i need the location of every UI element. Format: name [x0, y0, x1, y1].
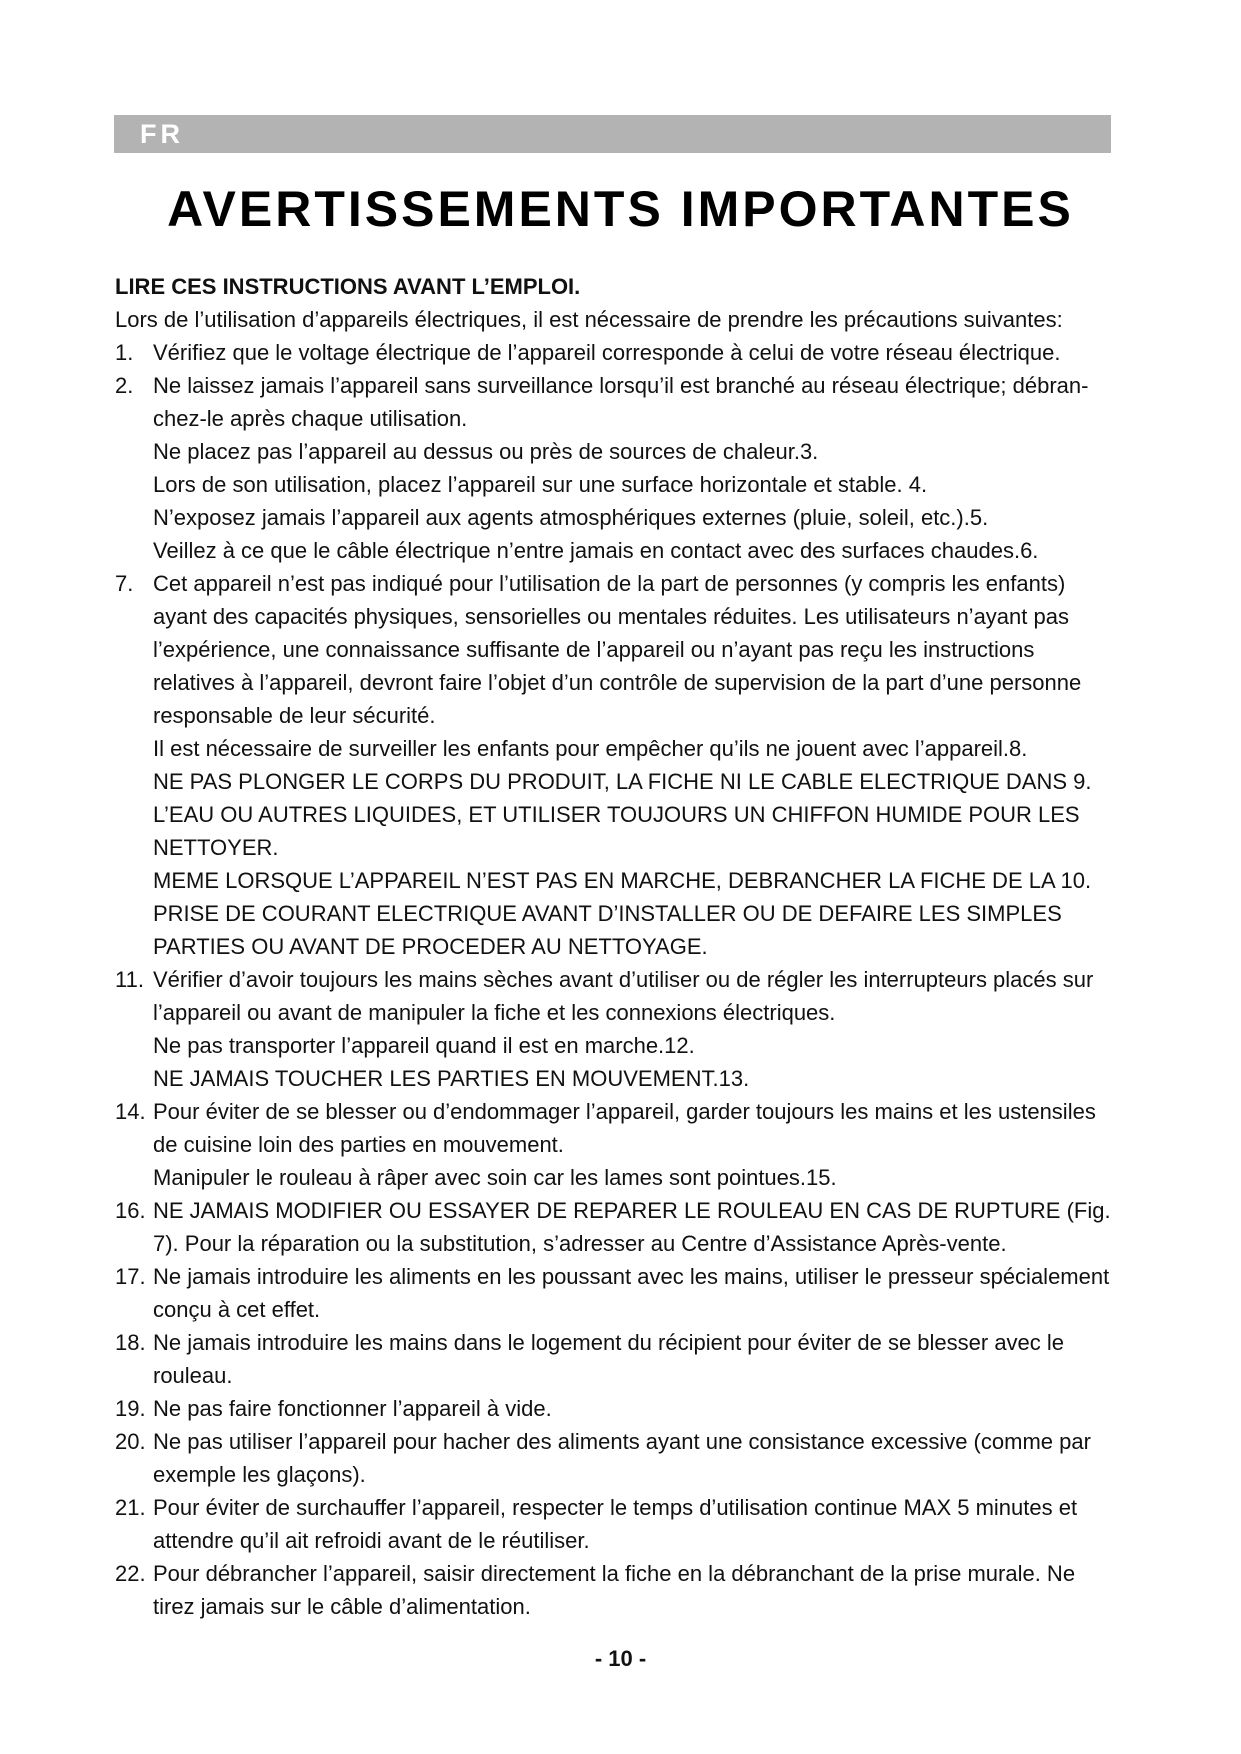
item-number: 18. [115, 1330, 146, 1355]
warnings-list [115, 336, 1115, 1623]
list-item [115, 1491, 1115, 1557]
item-text: Ne laissez jamais l’appareil sans surveillance lorsqu’il est branché au réseau électrique; débranchez-le après chaque utilisation. [153, 373, 1089, 431]
item-text: Ne pas transporter l’appareil quand il est en marche.12. [153, 1033, 695, 1058]
item-text: Ne placez pas l’appareil au dessus ou près de sources de chaleur.3. [153, 439, 819, 464]
item-text: NE JAMAIS MODIFIER OU ESSAYER DE REPARER LE ROULEAU EN CAS DE RUPTURE (Fig. 7). Pour la réparation ou la substitution, s’adresser au Centre d’Assistance Après-vente. [153, 1198, 1111, 1256]
list-item [115, 864, 1115, 963]
item-number: 14. [115, 1099, 146, 1124]
item-text: Pour éviter de surchauffer l’appareil, respecter le temps d’utilisation continue MAX 5 minutes et attendre qu’il ait refroidi avant de le réutiliser. [153, 1495, 1078, 1553]
list-item [115, 765, 1115, 864]
language-bar [114, 115, 1111, 153]
list-item [115, 1557, 1115, 1623]
item-text: Pour éviter de se blesser ou d’endommager l’appareil, garder toujours les mains et les ustensiles de cuisine loin des parties en mouvement. [153, 1099, 1096, 1157]
item-number: 2. [115, 373, 134, 398]
item-text: NE JAMAIS TOUCHER LES PARTIES EN MOUVEMENT.13. [153, 1066, 750, 1091]
item-text: Manipuler le rouleau à râper avec soin car les lames sont pointues.15. [153, 1165, 837, 1190]
subtitle: LIRE CES INSTRUCTIONS AVANT L’EMPLOI. [115, 274, 581, 299]
list-item [115, 1161, 1115, 1194]
item-text: Ne pas faire fonctionner l’appareil à vide. [153, 1396, 552, 1421]
list-item [115, 1425, 1115, 1491]
item-text: Vérifiez que le voltage électrique de l’appareil corresponde à celui de votre réseau électrique. [153, 340, 1061, 365]
item-text: NE PAS PLONGER LE CORPS DU PRODUIT, LA FICHE NI LE CABLE ELECTRIQUE DANS 9. L’EAU OU AUTRES LIQUIDES, ET UTILISER TOUJOURS UN CHIFFON HUMIDE POUR LES NETTOYER. [153, 769, 1092, 860]
item-number: 17. [115, 1264, 146, 1289]
list-item [115, 534, 1115, 567]
item-number: 19. [115, 1396, 146, 1421]
item-text: Lors de son utilisation, placez l’appareil sur une surface horizontale et stable. 4. [153, 472, 928, 497]
item-text: Ne jamais introduire les mains dans le logement du récipient pour éviter de se blesser avec le rouleau. [153, 1330, 1065, 1388]
list-item [115, 1326, 1115, 1392]
list-item [115, 336, 1115, 369]
list-item [115, 732, 1115, 765]
list-item [115, 501, 1115, 534]
item-number: 22. [115, 1561, 146, 1586]
item-text: Ne jamais introduire les aliments en les poussant avec les mains, utiliser le presseur spécialement conçu à cet effet. [153, 1264, 1110, 1322]
list-item [115, 567, 1115, 732]
list-item [115, 1095, 1115, 1161]
list-item [115, 435, 1115, 468]
item-number: 11. [115, 967, 144, 992]
content [115, 270, 1115, 1623]
item-text: Pour débrancher l’appareil, saisir directement la fiche en la débranchant de la prise murale. Ne tirez jamais sur le câble d’alimentation. [153, 1561, 1076, 1619]
item-number: 7. [115, 571, 134, 596]
item-text: Vérifier d’avoir toujours les mains sèches avant d’utiliser ou de régler les interrupteurs placés sur l’appareil ou avant de manipuler la fiche et les connexions électriques. [153, 967, 1094, 1025]
item-text: MEME LORSQUE L’APPAREIL N’EST PAS EN MARCHE, DEBRANCHER LA FICHE DE LA 10. PRISE DE COURANT ELECTRIQUE AVANT D’INSTALLER OU DE DEFAIRE LES SIMPLES PARTIES OU AVANT DE PROCEDER AU NETTOYAGE. [153, 868, 1092, 959]
list-item [115, 963, 1115, 1029]
item-number: 1. [115, 340, 134, 365]
item-text: Ne pas utiliser l’appareil pour hacher des aliments ayant une consistance excessive (comme par exemple les glaçons). [153, 1429, 1091, 1487]
item-text: Il est nécessaire de surveiller les enfants pour empêcher qu’ils ne jouent avec l’appareil.8. [153, 736, 1028, 761]
list-item [115, 1392, 1115, 1425]
item-number: 20. [115, 1429, 146, 1454]
list-item [115, 1194, 1115, 1260]
list-item [115, 1029, 1115, 1062]
item-text: N’exposez jamais l’appareil aux agents atmosphériques externes (pluie, soleil, etc.).5. [153, 505, 989, 530]
list-item [115, 468, 1115, 501]
intro-text: Lors de l’utilisation d’appareils électriques, il est nécessaire de prendre les précautions suivantes: [115, 307, 1063, 332]
page-title: AVERTISSEMENTS IMPORTANTES [167, 181, 1074, 237]
list-item [115, 1260, 1115, 1326]
list-item [115, 1062, 1115, 1095]
item-text: Veillez à ce que le câble électrique n’entre jamais en contact avec des surfaces chaudes.6. [153, 538, 1039, 563]
language-code: FR [140, 119, 184, 149]
item-text: Cet appareil n’est pas indiqué pour l’utilisation de la part de personnes (y compris les enfants) ayant des capacités physiques, sensorielles ou mentales réduites. Les utilisateurs n’ayant pas l’expérience, une connaissance suffisante de l’appareil ou n’ayant pas reçu les instructions relatives à l’appareil, devront faire l’objet d’un contrôle de supervision de la part d’une personne responsable de leur sécurité. [153, 571, 1082, 728]
list-item [115, 369, 1115, 435]
item-number: 16. [115, 1198, 146, 1223]
page-number: - 10 - [594, 1646, 647, 1671]
item-number: 21. [115, 1495, 146, 1520]
